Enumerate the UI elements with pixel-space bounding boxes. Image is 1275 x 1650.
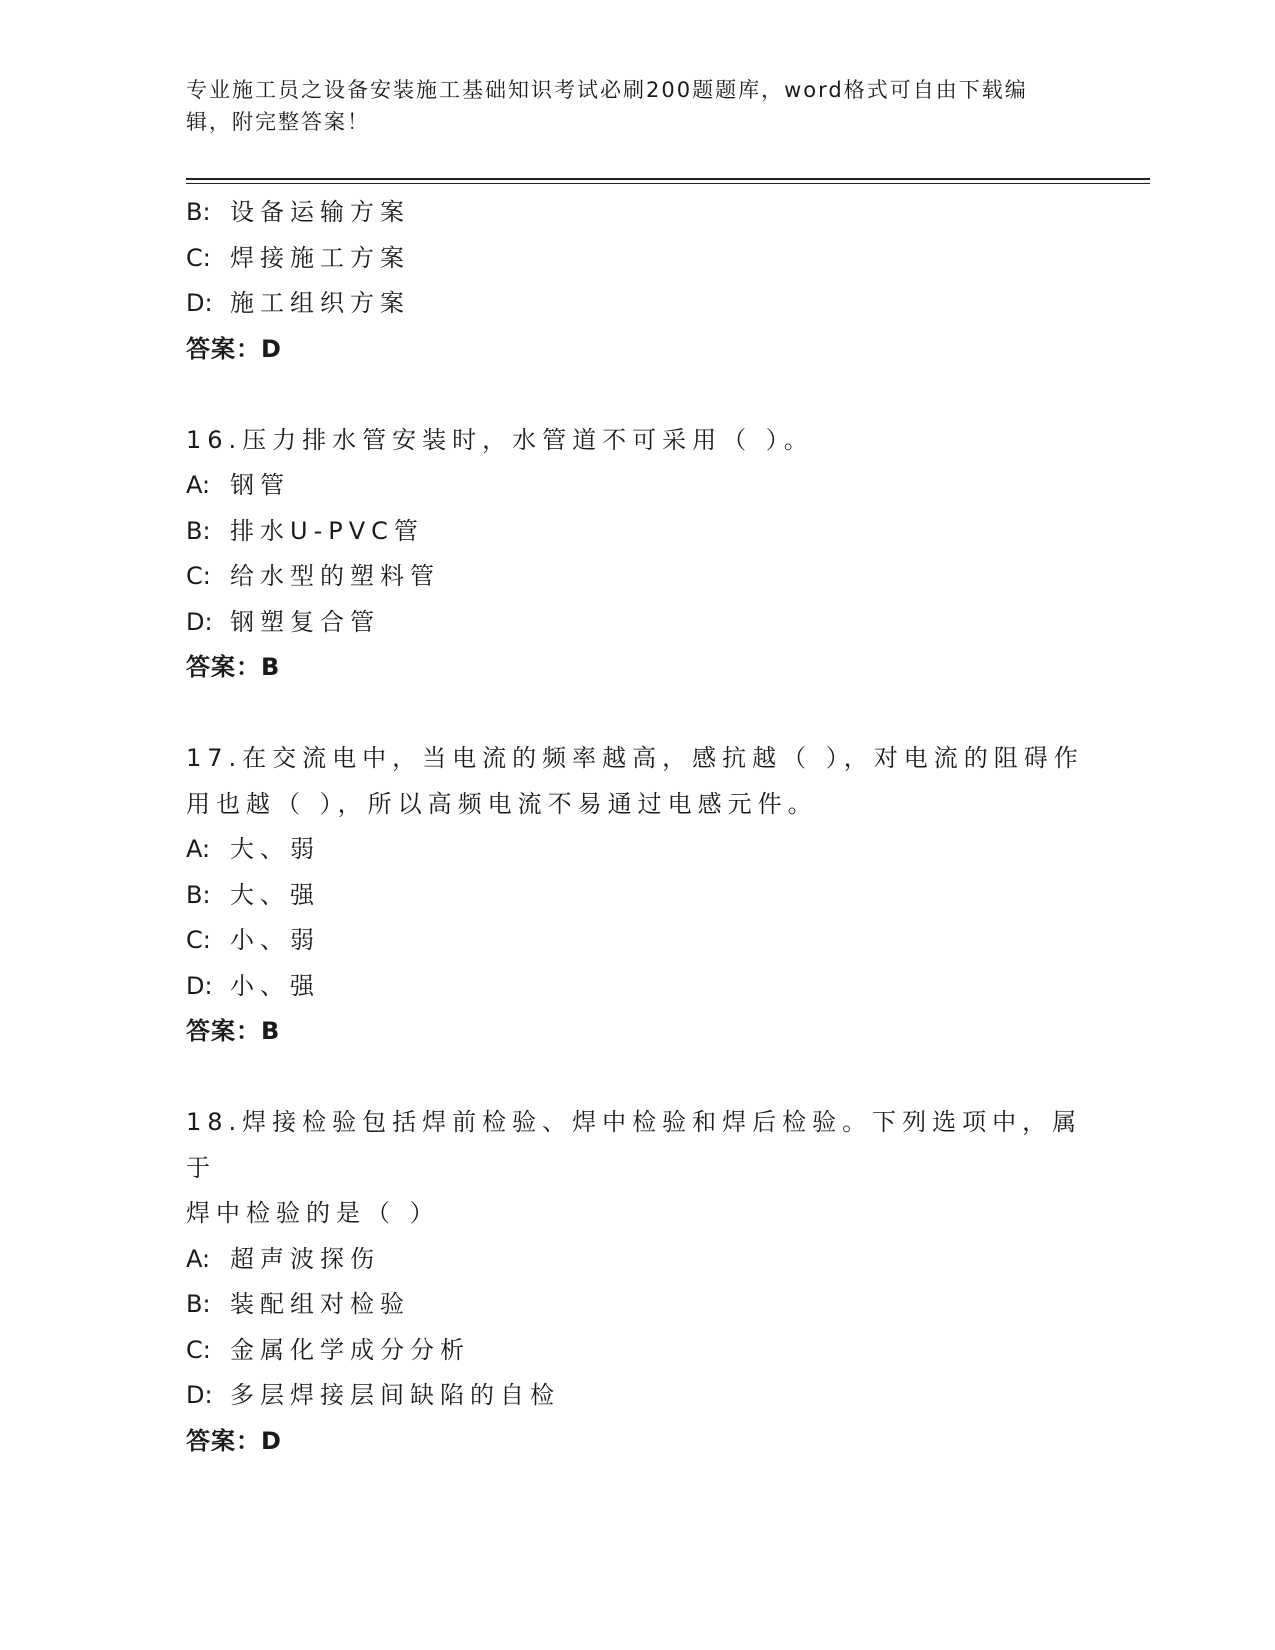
option-key: D: (186, 971, 213, 1000)
option-a (186, 463, 1086, 509)
option-key: D: (186, 607, 213, 636)
option-text: 大、强 (230, 880, 320, 909)
option-text: 小、强 (230, 971, 320, 1000)
option-text: 排水U-PVC管 (230, 516, 424, 545)
spacer (186, 372, 1086, 418)
option-key: C: (186, 926, 211, 954)
option-text: 钢管 (230, 471, 290, 499)
question-stem-continued: 焊中检验的是（ ） (186, 1199, 440, 1227)
question-stem: 17.在交流电中，当电流的频率越高，感抗越（ ），对电流的阻碍作 (186, 744, 1084, 772)
option-text: 焊接施工方案 (230, 243, 410, 272)
question-block-continued (186, 190, 1086, 372)
question-stem: 18.焊接检验包括焊前检验、焊中检验和焊后检验。下列选项中，属于 (186, 1108, 1083, 1182)
header-divider-thin (186, 183, 1150, 184)
answer-line: 答案：B (186, 1017, 281, 1045)
option-a (186, 827, 1086, 873)
option-key: C: (186, 243, 211, 272)
option-text: 施工组织方案 (230, 289, 410, 317)
option-text: 装配组对检验 (230, 1290, 410, 1318)
question-list (186, 190, 1086, 1464)
question-block-18 (186, 1100, 1086, 1464)
option-a (186, 1237, 1086, 1283)
option-key: B: (186, 1290, 211, 1318)
option-key: B: (186, 880, 211, 909)
option-d (186, 964, 1086, 1010)
option-c (186, 918, 1086, 964)
header-divider-thick (186, 178, 1150, 180)
spacer (186, 691, 1086, 737)
option-key: B: (186, 516, 211, 545)
option-b (186, 1282, 1086, 1328)
option-text: 钢塑复合管 (230, 607, 380, 636)
option-key: A: (186, 471, 211, 499)
option-c (186, 1328, 1086, 1374)
question-block-17 (186, 736, 1086, 1055)
document-header: 专业施工员之设备安装施工基础知识考试必刷200题题库，word格式可自由下载编辑，附完整答案！ (186, 78, 1028, 134)
option-b (186, 190, 1086, 236)
option-b (186, 873, 1086, 919)
option-d (186, 1373, 1086, 1419)
option-key: C: (186, 562, 211, 590)
option-key: D: (186, 1381, 213, 1409)
option-text: 多层焊接层间缺陷的自检 (230, 1381, 560, 1409)
option-text: 小、弱 (230, 926, 320, 954)
question-stem-continued: 用也越（ ），所以高频电流不易通过电感元件。 (186, 789, 818, 818)
answer-line: 答案：D (186, 334, 282, 363)
answer-line: 答案：D (186, 1426, 282, 1455)
option-c (186, 236, 1086, 282)
answer-line: 答案：B (186, 653, 281, 681)
option-key: D: (186, 289, 213, 317)
option-text: 给水型的塑料管 (230, 562, 440, 590)
option-d (186, 281, 1086, 327)
option-c (186, 554, 1086, 600)
question-block-16 (186, 418, 1086, 691)
option-key: B: (186, 198, 211, 226)
option-text: 大、弱 (230, 835, 320, 863)
option-b (186, 509, 1086, 555)
question-stem: 16.压力排水管安装时，水管道不可采用（ ）。 (186, 425, 814, 454)
option-d (186, 600, 1086, 646)
spacer (186, 1055, 1086, 1101)
option-text: 金属化学成分分析 (230, 1335, 470, 1364)
option-text: 设备运输方案 (230, 198, 410, 226)
option-key: A: (186, 1244, 211, 1273)
option-text: 超声波探伤 (230, 1244, 380, 1273)
option-key: C: (186, 1335, 211, 1364)
option-key: A: (186, 835, 211, 863)
